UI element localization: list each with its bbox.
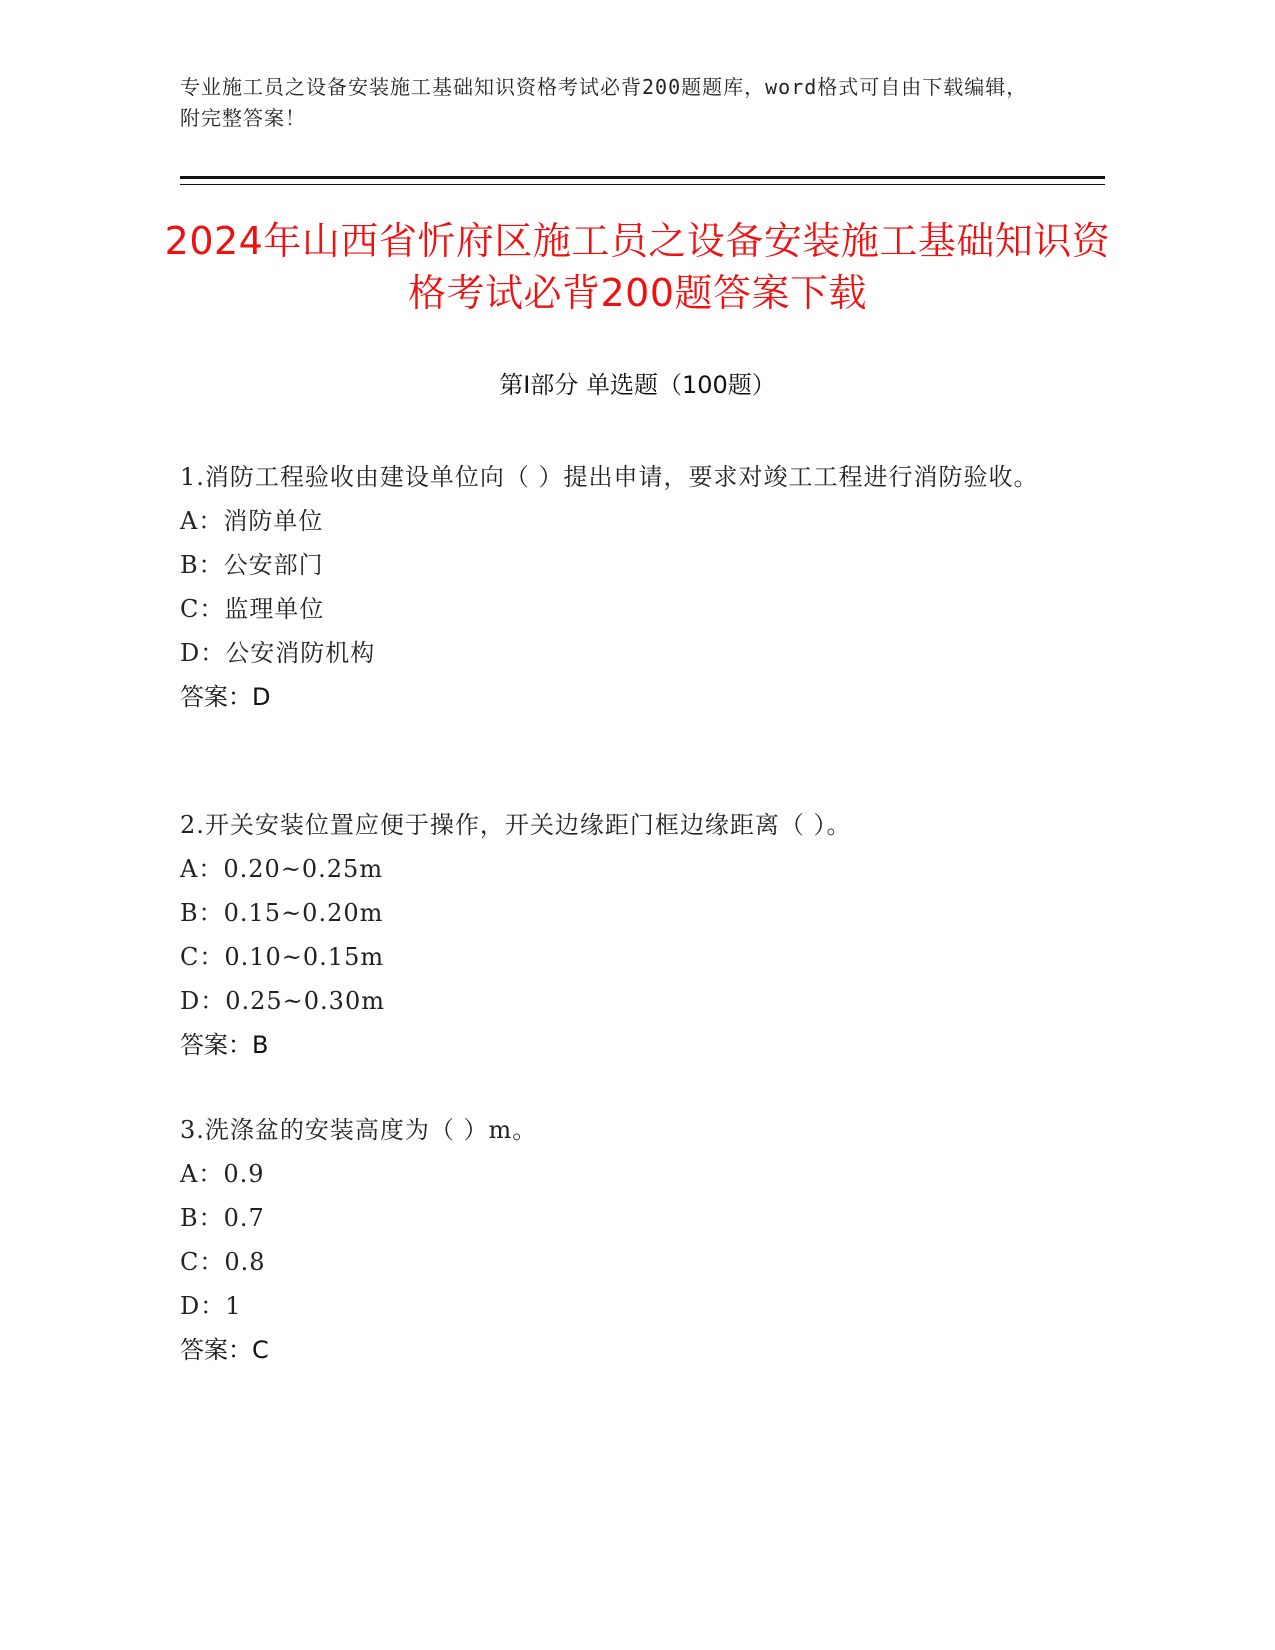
header-rule-thick: [180, 176, 1105, 179]
header-note: 专业施工员之设备安装施工基础知识资格考试必背200题题库，word格式可自由下载编辑，附完整答案！: [180, 75, 1028, 130]
option-c: C：监理单位: [180, 595, 325, 623]
section-title: 第Ⅰ部分 单选题（100题）: [499, 371, 776, 399]
question-1: [180, 455, 1060, 719]
answer: 答案：D: [180, 683, 271, 711]
option-d: D：公安消防机构: [180, 639, 376, 667]
option-a: A：0.20~0.25m: [180, 855, 384, 883]
option-d: D：1: [180, 1292, 242, 1320]
header-rule-thin: [180, 184, 1105, 185]
option-b: B：0.7: [180, 1204, 265, 1232]
option-a: A：0.9: [180, 1160, 265, 1188]
option-c: C：0.8: [180, 1248, 266, 1276]
question-stem: 2.开关安装位置应便于操作，开关边缘距门框边缘距离（ ）。: [180, 811, 852, 839]
option-c: C：0.10~0.15m: [180, 943, 385, 971]
document-title: 2024年山西省忻府区施工员之设备安装施工基础知识资格考试必背200题答案下载: [164, 219, 1111, 315]
option-a: A：消防单位: [180, 507, 324, 535]
question-3: [180, 1108, 1060, 1372]
question-2: [180, 803, 1060, 1067]
answer: 答案：C: [180, 1336, 269, 1364]
option-d: D：0.25~0.30m: [180, 987, 385, 1015]
question-stem: 1.消防工程验收由建设单位向（ ）提出申请，要求对竣工工程进行消防验收。: [180, 463, 1039, 491]
option-b: B：0.15~0.20m: [180, 899, 384, 927]
option-b: B：公安部门: [180, 551, 324, 579]
answer: 答案：B: [180, 1031, 269, 1059]
question-stem: 3.洗涤盆的安装高度为（ ）m。: [180, 1116, 538, 1144]
